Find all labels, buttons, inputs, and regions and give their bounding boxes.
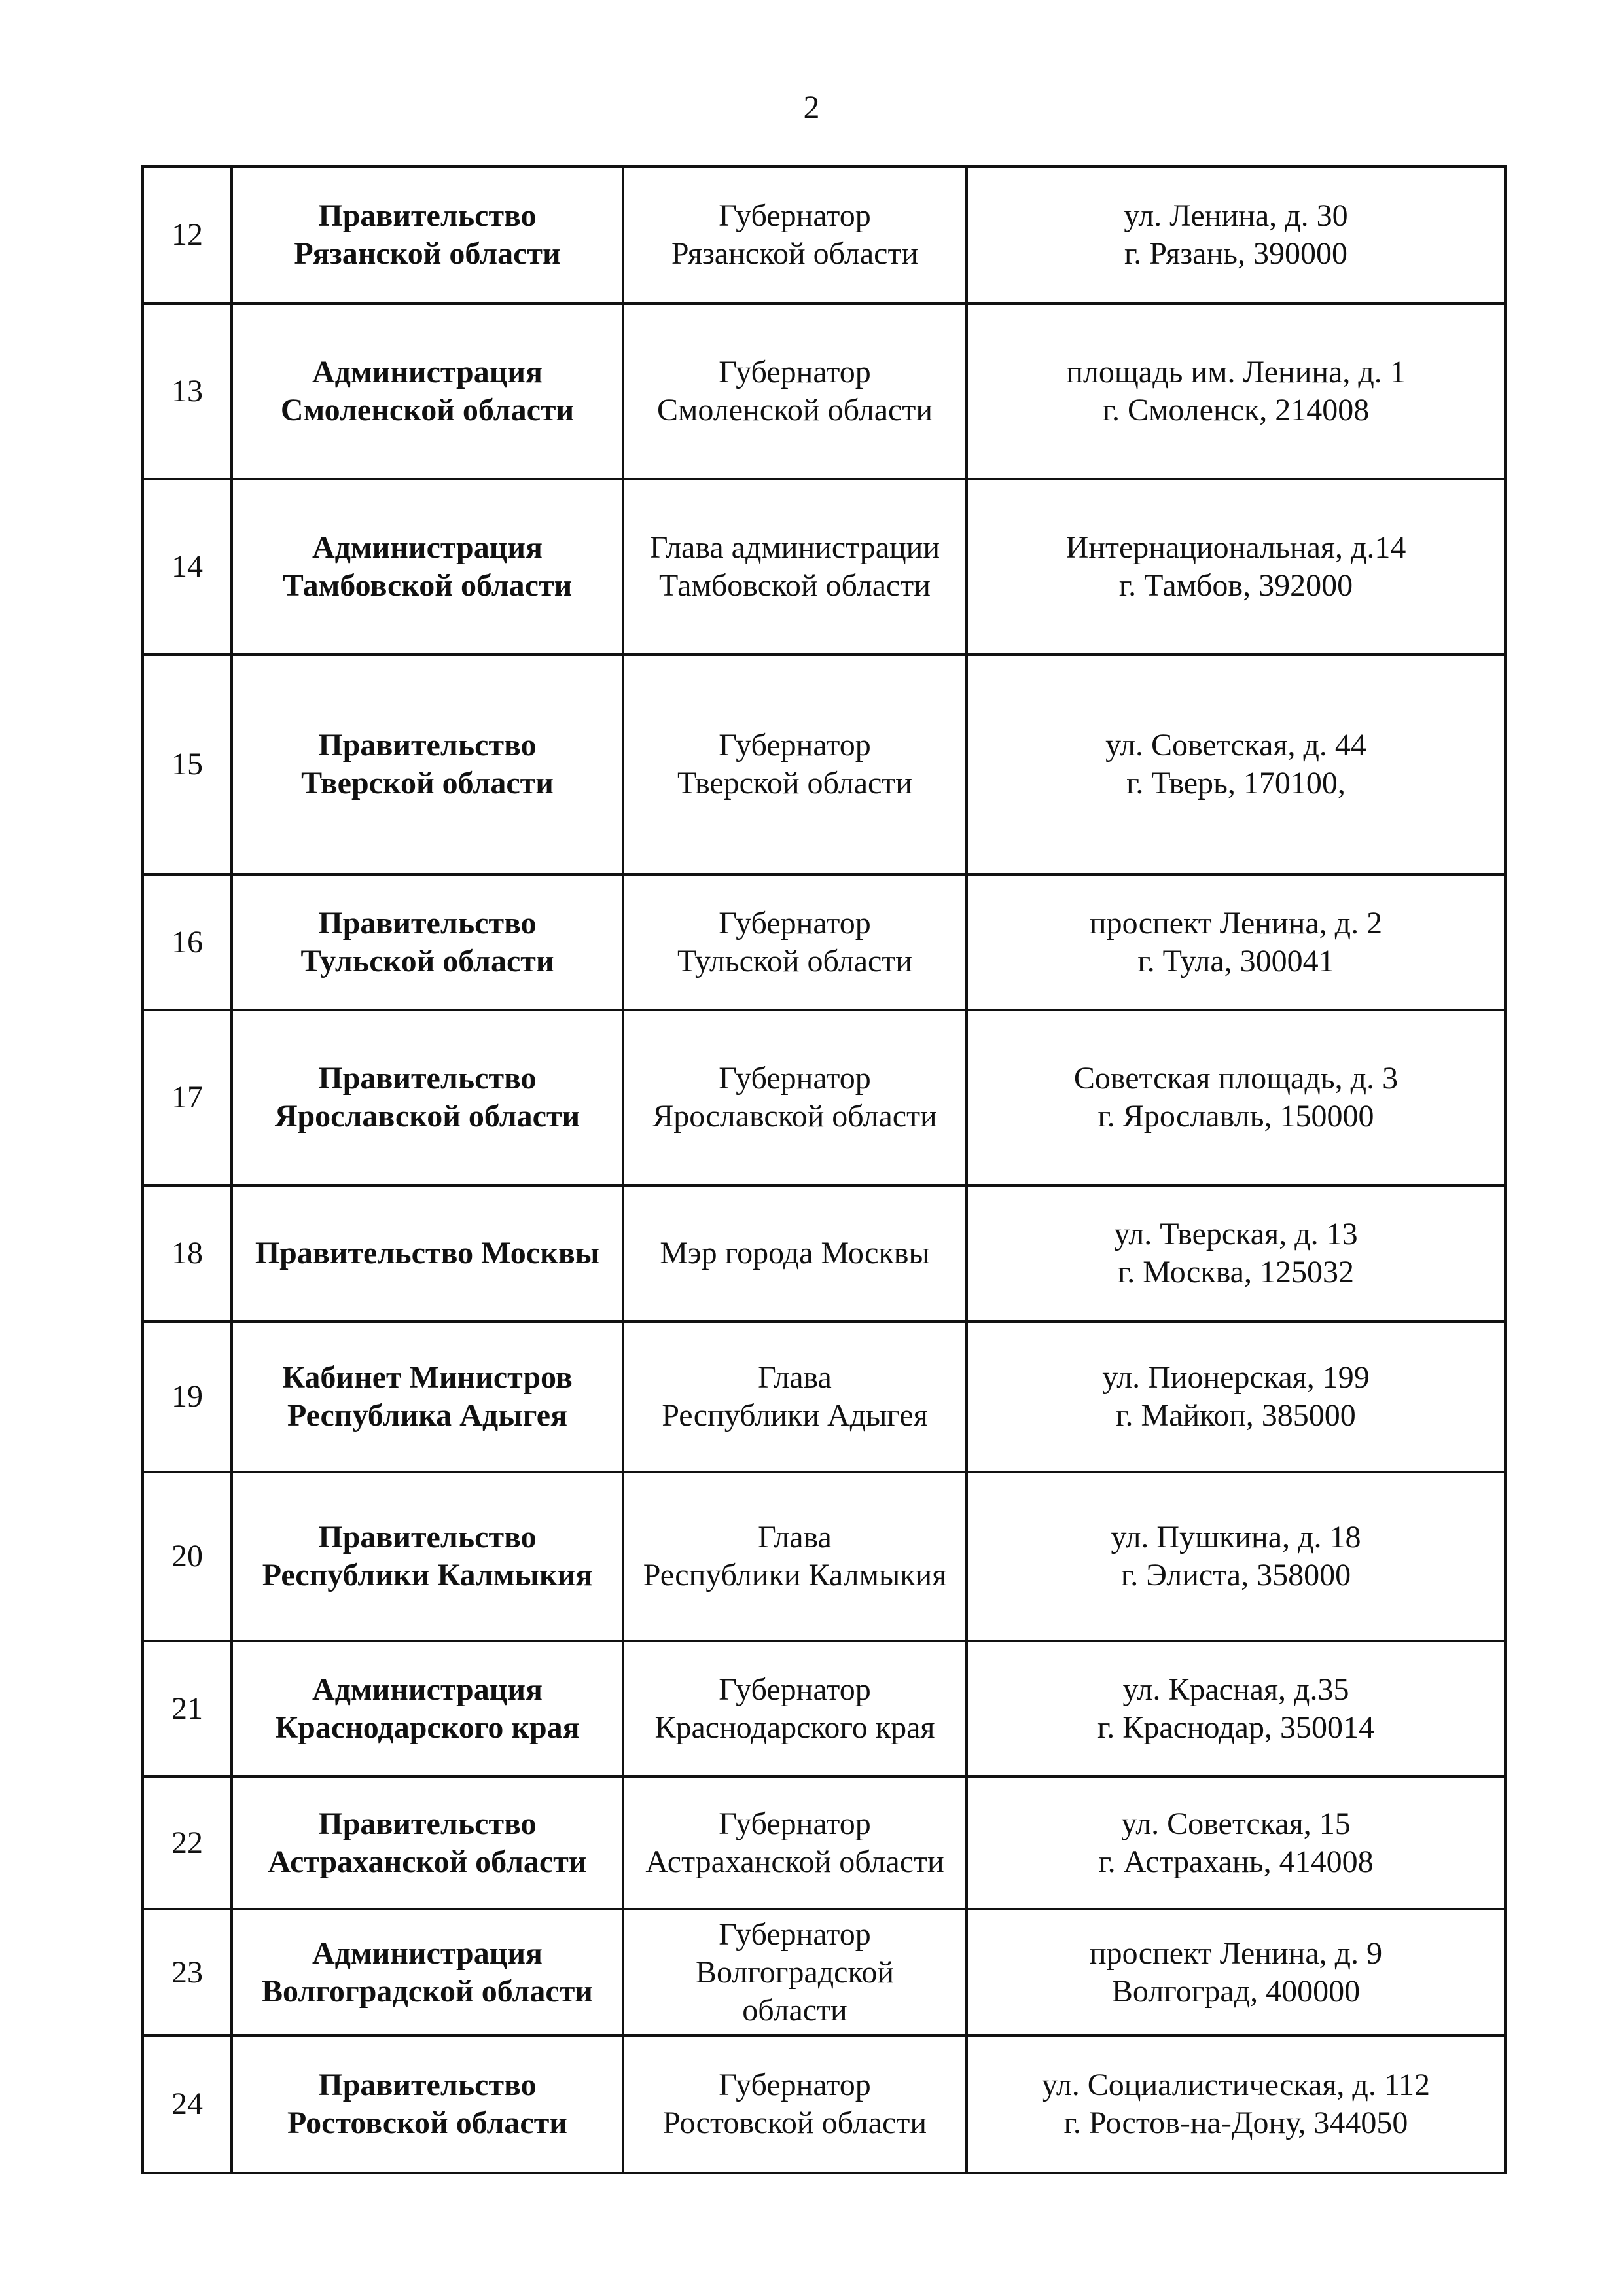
table-row xyxy=(143,479,1505,655)
organization-line: Республики Калмыкия xyxy=(262,1558,593,1592)
head-line: Губернатор xyxy=(719,1806,871,1841)
organization-line: Тверской области xyxy=(301,766,554,800)
organization-name xyxy=(232,1909,623,2036)
head-line: Губернатор xyxy=(719,905,871,941)
head-title xyxy=(623,1776,967,1909)
address-line: г. Тула, 300041 xyxy=(1137,943,1334,978)
row-number: 19 xyxy=(143,1321,232,1472)
row-number: 20 xyxy=(143,1472,232,1641)
head-title xyxy=(623,655,967,874)
head-line: Ростовской области xyxy=(662,2106,927,2140)
head-line: Республики Адыгея xyxy=(662,1398,928,1433)
row-number: 18 xyxy=(143,1185,232,1321)
address xyxy=(967,874,1505,1010)
address-line: Советская площадь, д. 3 xyxy=(1073,1061,1399,1096)
government-registry-table xyxy=(141,165,1507,2174)
head-line: Рязанской области xyxy=(671,236,919,271)
organization-line: Правительство xyxy=(318,905,537,941)
organization-name xyxy=(232,2036,623,2173)
address-line: площадь им. Ленина, д. 1 xyxy=(1066,355,1406,389)
organization-name xyxy=(232,1185,623,1321)
table-row xyxy=(143,874,1505,1010)
address-line: Волгоград, 400000 xyxy=(1111,1973,1361,2009)
head-title xyxy=(623,1472,967,1641)
organization-line: Правительство xyxy=(318,1520,537,1554)
organization-line: Правительство xyxy=(318,1061,537,1096)
organization-line: Правительство xyxy=(318,198,537,233)
address-line: г. Москва, 125032 xyxy=(1118,1255,1354,1289)
head-line: Астраханской области xyxy=(645,1844,944,1879)
address-line: г. Элиста, 358000 xyxy=(1120,1558,1351,1592)
head-line: Смоленской области xyxy=(656,393,933,427)
table-row xyxy=(143,1185,1505,1321)
address-line: г. Тверь, 170100, xyxy=(1126,766,1346,800)
address xyxy=(967,1185,1505,1321)
head-line: Волгоградской xyxy=(695,1954,895,1990)
organization-line: Краснодарского края xyxy=(275,1710,580,1745)
organization-line: Кабинет Министров xyxy=(282,1360,573,1395)
head-line: области xyxy=(742,1992,847,2028)
address-line: ул. Социалистическая, д. 112 xyxy=(1041,2068,1431,2102)
address xyxy=(967,1321,1505,1472)
head-line: Губернатор xyxy=(719,1061,871,1096)
head-line: Губернатор xyxy=(719,1916,871,1952)
organization-name xyxy=(232,874,623,1010)
address-line: г. Краснодар, 350014 xyxy=(1097,1710,1374,1745)
organization-line: Правительство xyxy=(318,728,537,762)
head-line: Глава xyxy=(758,1520,832,1554)
head-title xyxy=(623,2036,967,2173)
organization-name xyxy=(232,1776,623,1909)
organization-name xyxy=(232,655,623,874)
address-line: г. Ростов-на-Дону, 344050 xyxy=(1063,2106,1408,2140)
head-line: Тверской области xyxy=(677,766,912,800)
organization-line: Правительство Москвы xyxy=(255,1236,600,1270)
address-line: г. Тамбов, 392000 xyxy=(1118,568,1353,603)
head-line: Республики Калмыкия xyxy=(643,1558,947,1592)
row-number: 12 xyxy=(143,166,232,304)
row-number: 13 xyxy=(143,304,232,479)
organization-line: Волгоградской области xyxy=(262,1973,593,2009)
organization-line: Правительство xyxy=(318,1806,537,1841)
head-line: Глава xyxy=(758,1360,832,1395)
row-number: 15 xyxy=(143,655,232,874)
address-line: г. Майкоп, 385000 xyxy=(1116,1398,1356,1433)
address-line: ул. Красная, д.35 xyxy=(1122,1672,1349,1707)
table-row xyxy=(143,1472,1505,1641)
row-number: 14 xyxy=(143,479,232,655)
head-line: Губернатор xyxy=(719,198,871,233)
head-title xyxy=(623,166,967,304)
organization-line: Администрация xyxy=(312,530,543,565)
row-number: 17 xyxy=(143,1010,232,1185)
head-title xyxy=(623,1010,967,1185)
organization-name xyxy=(232,304,623,479)
address-line: ул. Пушкина, д. 18 xyxy=(1111,1520,1361,1554)
head-title xyxy=(623,1321,967,1472)
address-line: проспект Ленина, д. 9 xyxy=(1089,1935,1383,1971)
organization-line: Ростовской области xyxy=(287,2106,567,2140)
address xyxy=(967,304,1505,479)
organization-line: Рязанской области xyxy=(294,236,561,271)
organization-name xyxy=(232,1472,623,1641)
head-line: Губернатор xyxy=(719,355,871,389)
address-line: г. Астрахань, 414008 xyxy=(1098,1844,1374,1879)
head-line: Тульской области xyxy=(677,943,912,978)
head-line: Губернатор xyxy=(719,728,871,762)
head-line: Тамбовской области xyxy=(659,568,931,603)
head-title xyxy=(623,874,967,1010)
table-row xyxy=(143,1909,1505,2036)
address xyxy=(967,166,1505,304)
address xyxy=(967,1641,1505,1776)
row-number: 22 xyxy=(143,1776,232,1909)
organization-name xyxy=(232,166,623,304)
head-title xyxy=(623,1641,967,1776)
address-line: ул. Советская, д. 44 xyxy=(1105,728,1366,762)
address xyxy=(967,1776,1505,1909)
address xyxy=(967,1010,1505,1185)
organization-line: Правительство xyxy=(318,2068,537,2102)
organization-line: Тульской области xyxy=(300,943,554,978)
head-title xyxy=(623,479,967,655)
address-line: ул. Советская, 15 xyxy=(1121,1806,1351,1841)
table-row xyxy=(143,1321,1505,1472)
head-line: Губернатор xyxy=(719,2068,871,2102)
head-line: Ярославской области xyxy=(652,1099,937,1134)
head-title xyxy=(623,1185,967,1321)
address-line: г. Рязань, 390000 xyxy=(1124,236,1348,271)
head-title xyxy=(623,1909,967,2036)
row-number: 21 xyxy=(143,1641,232,1776)
organization-line: Смоленской области xyxy=(280,393,575,427)
table-row xyxy=(143,1776,1505,1909)
head-title xyxy=(623,304,967,479)
head-line: Краснодарского края xyxy=(654,1710,935,1745)
row-number: 16 xyxy=(143,874,232,1010)
organization-line: Астраханской области xyxy=(268,1844,587,1879)
organization-name xyxy=(232,1321,623,1472)
address-line: Интернациональная, д.14 xyxy=(1065,530,1406,565)
organization-name xyxy=(232,1641,623,1776)
organization-line: Администрация xyxy=(312,355,543,389)
row-number: 24 xyxy=(143,2036,232,2173)
address-line: проспект Ленина, д. 2 xyxy=(1089,905,1383,941)
table-row xyxy=(143,304,1505,479)
organization-name xyxy=(232,479,623,655)
address xyxy=(967,655,1505,874)
address-line: ул. Тверская, д. 13 xyxy=(1114,1217,1358,1251)
organization-line: Администрация xyxy=(312,1935,543,1971)
organization-line: Ярославской области xyxy=(274,1099,580,1134)
address-line: г. Ярославль, 150000 xyxy=(1097,1099,1374,1134)
organization-line: Администрация xyxy=(312,1672,543,1707)
table-row xyxy=(143,166,1505,304)
table-row xyxy=(143,2036,1505,2173)
address-line: ул. Ленина, д. 30 xyxy=(1124,198,1348,233)
address-line: ул. Пионерская, 199 xyxy=(1102,1360,1370,1395)
head-line: Глава администрации xyxy=(649,530,940,565)
head-line: Мэр города Москвы xyxy=(660,1236,930,1270)
address-line: г. Смоленск, 214008 xyxy=(1102,393,1370,427)
address xyxy=(967,1909,1505,2036)
head-line: Губернатор xyxy=(719,1672,871,1707)
table-row xyxy=(143,655,1505,874)
address xyxy=(967,1472,1505,1641)
address xyxy=(967,479,1505,655)
organization-name xyxy=(232,1010,623,1185)
table-row xyxy=(143,1010,1505,1185)
page-number: 2 xyxy=(803,88,820,125)
organization-line: Тамбовской области xyxy=(282,568,573,603)
address xyxy=(967,2036,1505,2173)
organization-line: Республика Адыгея xyxy=(287,1398,568,1433)
table-row xyxy=(143,1641,1505,1776)
row-number: 23 xyxy=(143,1909,232,2036)
